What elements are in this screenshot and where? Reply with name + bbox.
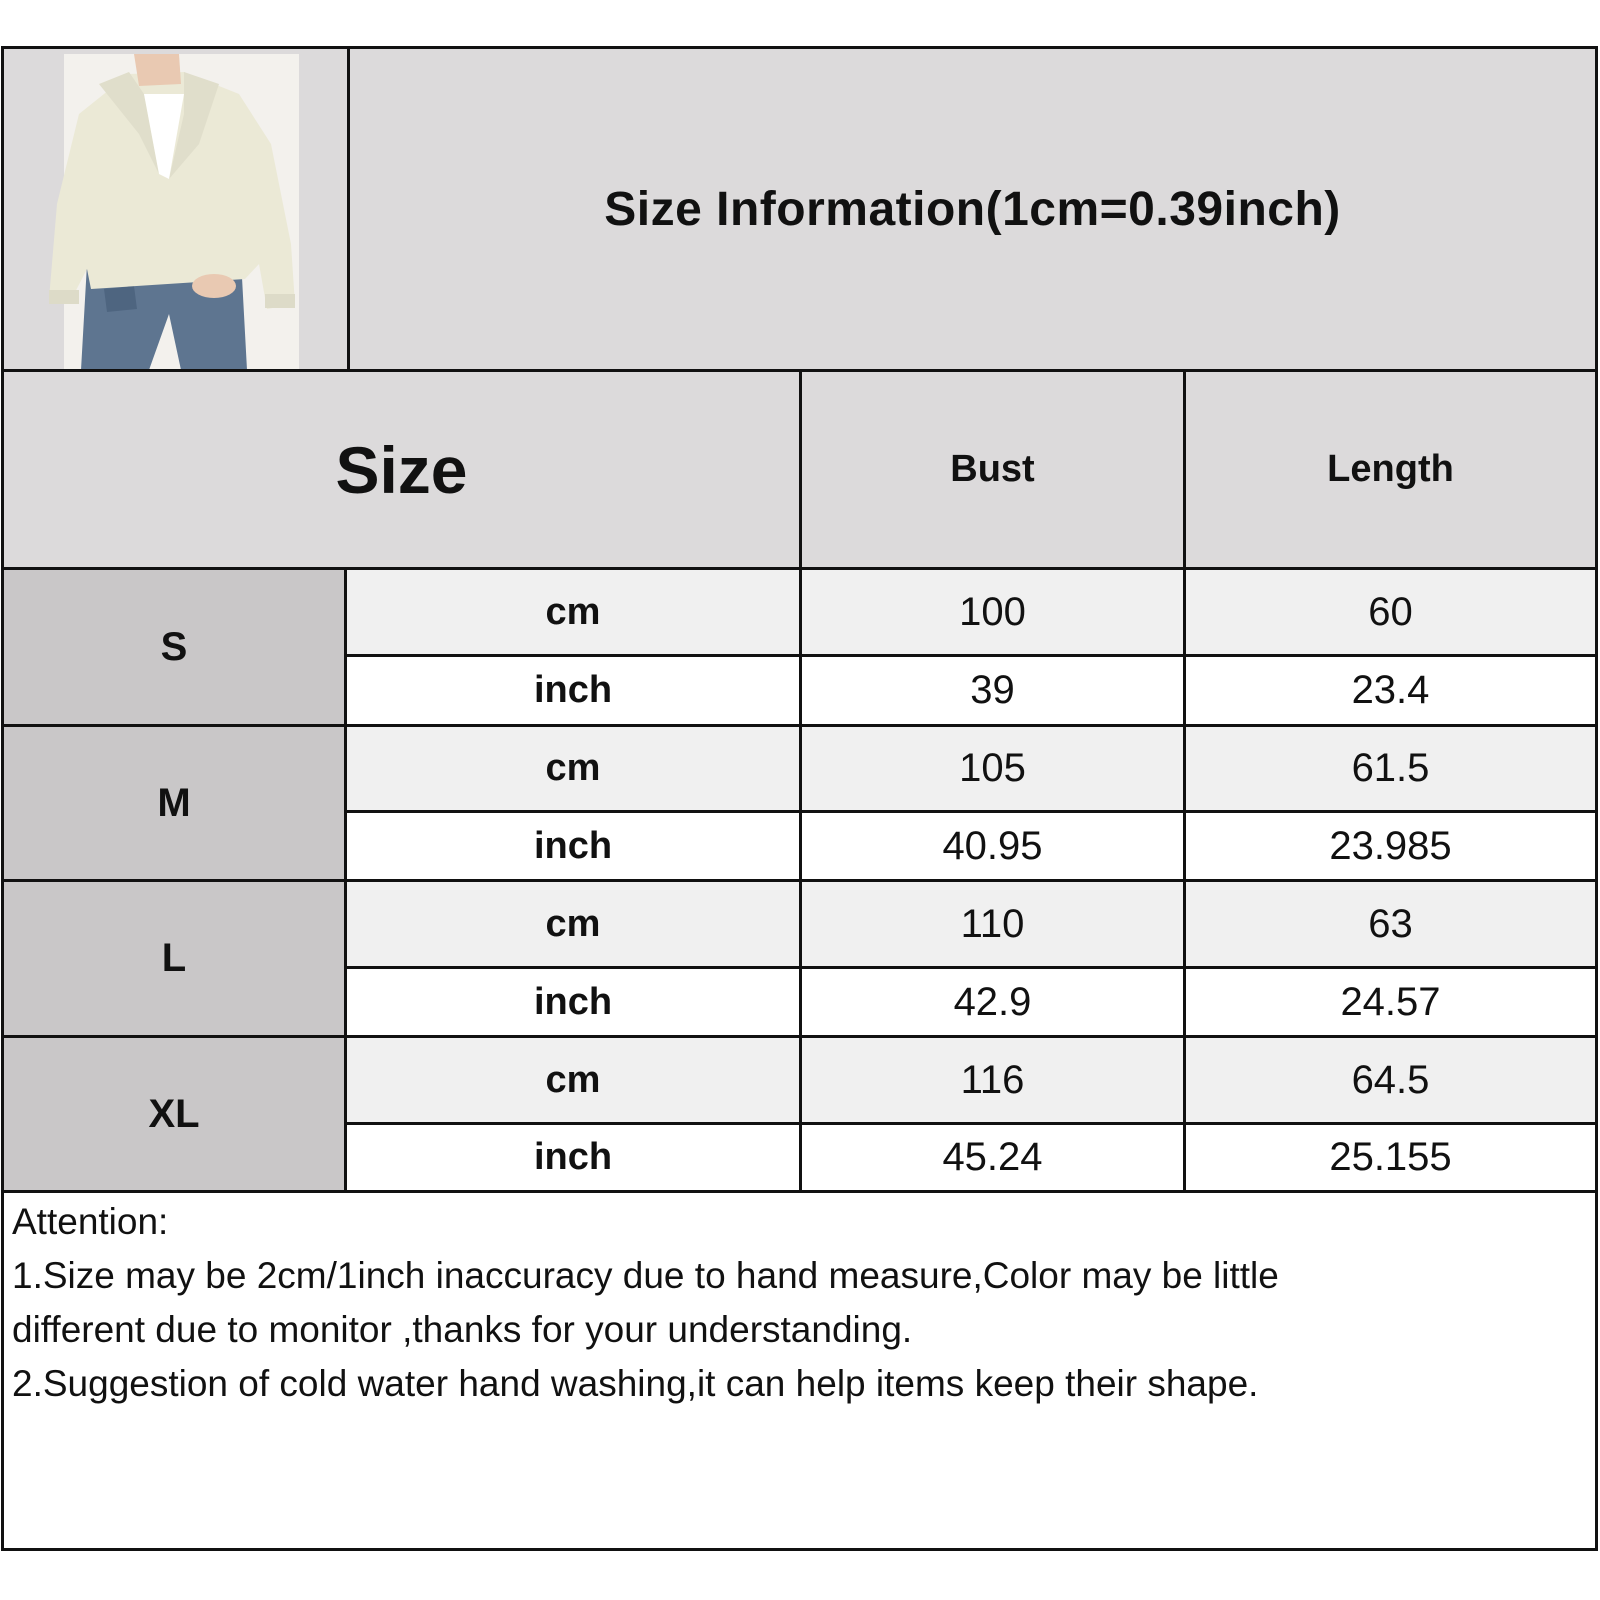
size-label: XL [148,1091,200,1136]
table-row-unit [347,882,799,966]
table-row-unit [347,727,799,810]
product-photo-cell [4,49,347,369]
length-cm: 64.5 [1351,1057,1430,1102]
bust-cm: 105 [959,746,1026,790]
bust-cm: 100 [959,589,1026,634]
attention-notes [12,1195,1582,1411]
bust-inch: 45.24 [942,1135,1043,1179]
table-row-unit [347,1125,799,1190]
bust-value [802,882,1183,966]
unit-label: inch [533,824,613,867]
size-label-cell [4,1038,344,1190]
chart-title: Size Information(1cm=0.39inch) [604,182,1341,236]
divider [347,654,1595,657]
length-value [1186,882,1595,966]
bust-value [802,570,1183,654]
table-row-unit [347,813,799,879]
length-header: Length [1327,448,1454,490]
divider [799,369,802,1193]
title-cell [350,49,1595,369]
table-row-unit [347,1038,799,1122]
divider [347,810,1595,813]
length-value [1186,1038,1595,1122]
divider [1183,369,1186,1193]
length-inch: 24.57 [1340,979,1441,1024]
attention-line: 2.Suggestion of cold water hand washing,it can help items keep their shape. [12,1363,1259,1404]
size-label: M [157,780,191,825]
size-header-cell [4,372,799,567]
length-cm: 60 [1368,589,1413,634]
size-label-cell [4,727,344,879]
bust-inch: 42.9 [953,979,1032,1024]
bust-value [802,813,1183,879]
size-label-cell [4,570,344,724]
attention-line: different due to monitor ,thanks for your understanding. [12,1309,913,1350]
divider [4,724,1595,727]
length-value [1186,969,1595,1035]
bust-cm: 110 [960,901,1025,946]
length-inch: 23.985 [1329,823,1452,868]
divider [4,1190,1595,1193]
divider [4,567,1595,570]
divider [347,49,350,369]
product-photo [9,54,349,370]
size-label: L [161,936,187,980]
unit-label: inch [533,1136,613,1178]
size-label: S [160,624,188,669]
length-value [1186,657,1595,724]
length-cm: 61.5 [1351,746,1430,790]
length-value [1186,570,1595,654]
unit-label: cm [545,1058,601,1101]
table-row-unit [347,570,799,654]
bust-value [802,969,1183,1035]
table-row-unit [347,969,799,1035]
bust-value [802,1038,1183,1122]
size-label-cell [4,882,344,1035]
unit-label: inch [533,669,613,711]
divider [347,1122,1595,1125]
bust-value [802,657,1183,724]
length-inch: 25.155 [1329,1135,1452,1179]
length-value [1186,813,1595,879]
unit-label: cm [545,590,601,633]
unit-label: inch [533,980,613,1023]
attention-line: 1.Size may be 2cm/1inch inaccuracy due to hand measure,Color may be little [12,1255,1279,1296]
length-inch: 23.4 [1351,668,1430,712]
unit-label: cm [545,747,601,789]
bust-header-cell [802,372,1183,567]
length-header-cell [1186,372,1595,567]
bust-inch: 40.95 [942,823,1043,868]
unit-label: cm [545,902,601,945]
bust-cm: 116 [960,1057,1025,1102]
divider [347,966,1595,969]
length-cm: 63 [1368,901,1413,946]
divider [4,879,1595,882]
length-value [1186,1125,1595,1190]
bust-header: Bust [950,448,1035,490]
size-chart [1,46,1598,1551]
size-header: Size [335,432,468,507]
bust-value [802,1125,1183,1190]
divider [4,1035,1595,1038]
bust-inch: 39 [970,668,1015,712]
table-row-unit [347,657,799,724]
bust-value [802,727,1183,810]
attention-heading: Attention: [12,1201,169,1242]
length-value [1186,727,1595,810]
